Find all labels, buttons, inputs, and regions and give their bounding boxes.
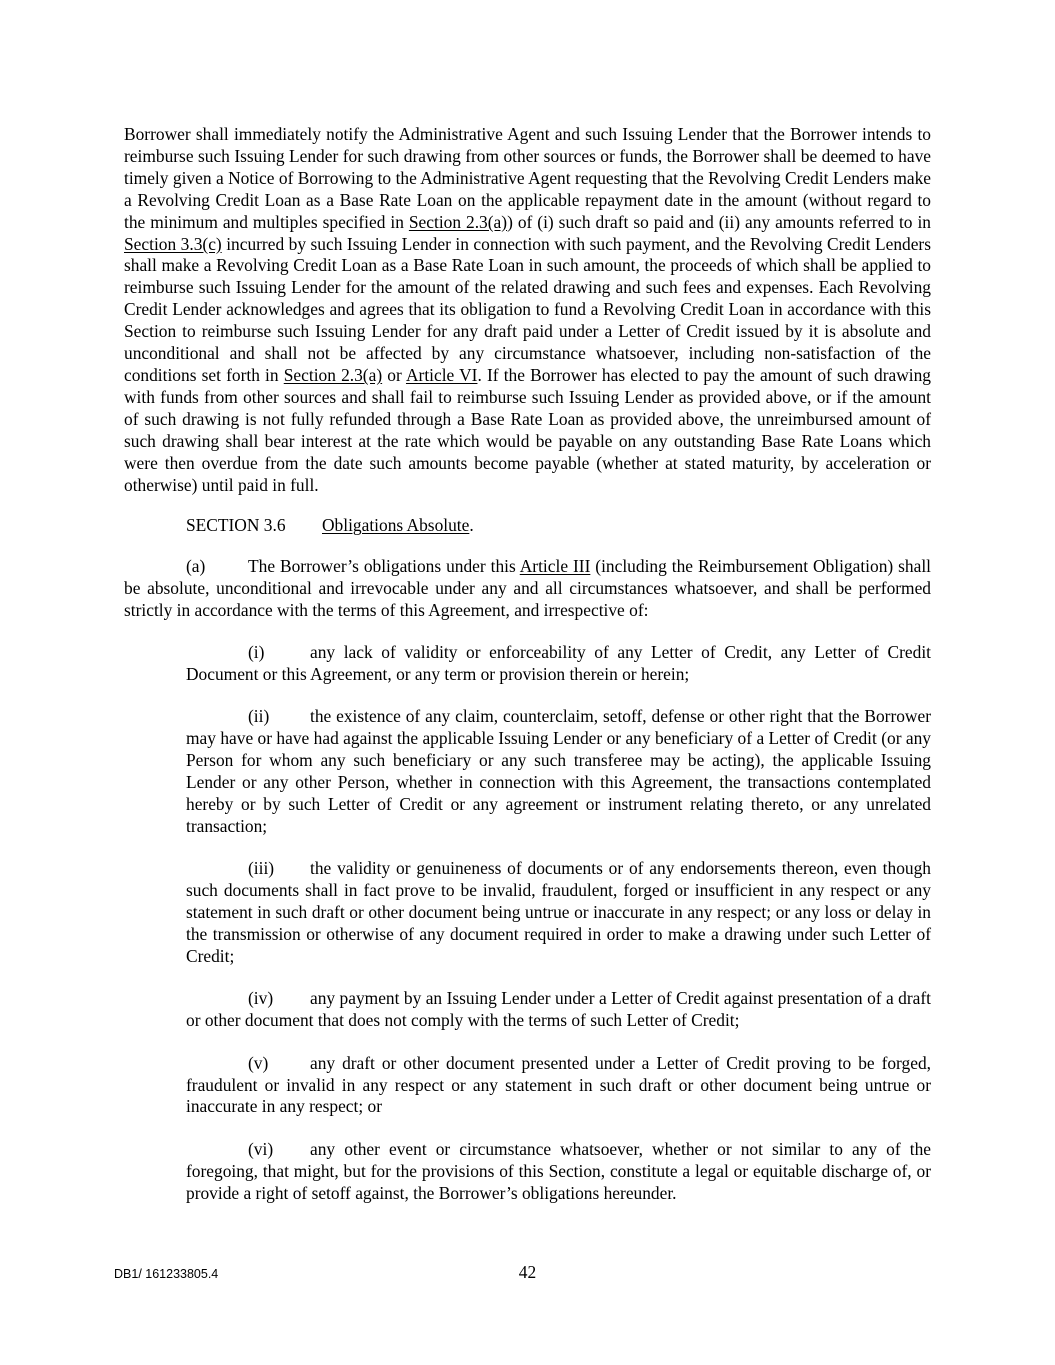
article-reference: Article III	[519, 556, 591, 577]
item-text: the validity or genuineness of documents or of any endorsements thereon, even though such documents shall in fact prove to be invalid, fraudulent, forged or insufficient in any respect or any statement in such draft or other document being untrue or inaccurate in any respect; or any loss or delay in the transmission or otherwise of any document required in order to make a drawing under such Letter of Credit;	[186, 858, 931, 966]
item-label: (i)	[248, 642, 265, 663]
list-item	[186, 1053, 931, 1119]
list-item	[186, 1139, 931, 1205]
item-text: any draft or other document presented under a Letter of Credit proving to be forged, fraudulent or invalid in any respect or any statement in such draft or other document being untrue or inaccurate in any respect; or	[186, 1052, 931, 1117]
item-label: (iv)	[248, 988, 274, 1009]
section-title: Obligations Absolute	[322, 515, 470, 536]
subsection-a: (a) The Borrower’s obligations under this Article III (including the Reimbursement Obligation) shall be absolute, unconditional and irrevocable under any and all circumstances whatsoever, and shall be performed strictly in accordance with the terms of this Agreement, and irrespective of:	[124, 556, 931, 621]
list-item	[186, 642, 931, 686]
article-reference: Article VI	[405, 364, 478, 385]
item-text: any other event or circumstance whatsoever, whether or not similar to any of the foregoing, that might, but for the provisions of this Section, constitute a legal or equitable discharge of, or provide a right of setoff against, the Borrower’s obligations hereunder.	[186, 1138, 931, 1203]
section-heading: SECTION 3.6 Obligations Absolute.	[186, 515, 474, 536]
item-text: the existence of any claim, counterclaim, setoff, defense or other right that the Borrower may have or have had against the applicable Issuing Lender or any beneficiary of a Letter of Credit (or any Person for whom any such beneficiary or any such transferee may be acting), the applicable Issuing Lender or any other Person, whether in connection with this Agreement, the transactions contemplated hereby or by such Letter of Credit or any agreement or instrument relating thereto, or any unrelated transaction;	[186, 706, 931, 836]
list-item	[186, 706, 931, 837]
item-label: (vi)	[248, 1138, 274, 1159]
list-item	[186, 988, 931, 1032]
subsection-label: (a)	[186, 556, 206, 577]
section-number: SECTION 3.6	[186, 515, 286, 536]
section-reference: Section 3.3(c)	[124, 233, 222, 254]
item-text: any payment by an Issuing Lender under a Letter of Credit against presentation of a draft or other document that does not comply with the terms of such Letter of Credit;	[186, 988, 931, 1031]
item-label: (ii)	[248, 706, 270, 727]
item-label: (v)	[248, 1052, 269, 1073]
item-text: any lack of validity or enforceability of any Letter of Credit, any Letter of Credit Document or this Agreement, or any term or provision therein or herein;	[186, 642, 931, 684]
document-id: DB1/ 161233805.4	[114, 1267, 219, 1281]
page-number: 42	[518, 1262, 537, 1282]
paragraph-continuation: Borrower shall immediately notify the Administrative Agent and such Issuing Lender that the Borrower intends to reimburse such Issuing Lender for such drawing from other sources or funds, the Borrower shall be deemed to have timely given a Notice of Borrowing to the Administrative Agent requesting that the Revolving Credit Lenders make a Revolving Credit Loan as a Base Rate Loan on the applicable repayment date in the amount (without regard to the minimum and multiples specified in Section 2.3(a)) of (i) such draft so paid and (ii) any amounts referred to in Section 3.3(c) incurred by such Issuing Lender in connection with such payment, and the Revolving Credit Lenders shall make a Revolving Credit Loan as a Base Rate Loan in such amount, the proceeds of which shall be applied to reimburse such Issuing Lender for the amount of the related drawing and such fees and expenses. Each Revolving Credit Lender acknowledges and agrees that its obligation to fund a Revolving Credit Loan in accordance with this Section to reimburse such Issuing Lender for any draft paid under a Letter of Credit issued by it is absolute and unconditional and shall not be affected by any circumstance whatsoever, including non-satisfaction of the conditions set forth in Section 2.3(a) or Article VI. If the Borrower has elected to pay the amount of such drawing with funds from other sources and shall fail to reimburse such Issuing Lender as provided above, or if the amount of such drawing is not fully refunded through a Base Rate Loan as provided above, the unreimbursed amount of such drawing shall bear interest at the rate which would be payable on any outstanding Base Rate Loans which were then overdue from the date such amounts become payable (whether at stated maturity, by acceleration or otherwise) until paid in full.	[124, 124, 931, 495]
list-item	[186, 858, 931, 968]
section-reference: Section 2.3(a)	[283, 364, 383, 385]
document-body	[124, 124, 931, 1225]
item-label: (iii)	[248, 858, 275, 879]
section-reference: Section 2.3(a)	[408, 211, 508, 232]
